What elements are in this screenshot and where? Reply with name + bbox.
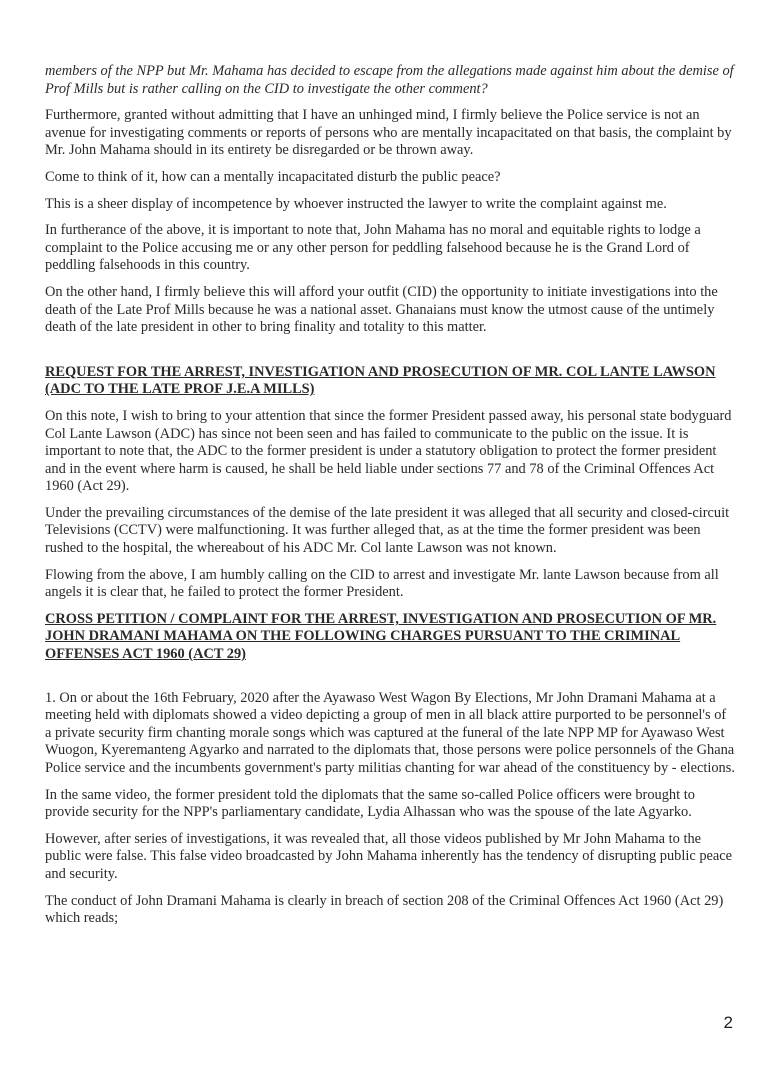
paragraph-false-videos: However, after series of investigations, it was revealed that, all those videos published by Mr John Mahama to the public were false. This false video broadcasted by John Mahama inherently has the tendency of disrupting public peace and security. xyxy=(45,830,733,882)
section-heading-lawson: REQUEST FOR THE ARREST, INVESTIGATION AND PROSECUTION OF MR. COL LANTE LAWSON (ADC TO THE LATE PROF J.E.A MILLS) xyxy=(45,363,716,398)
paragraph-cctv: Under the prevailing circumstances of the demise of the late president it was alleged that all security and closed-circuit Televisions (CCTV) were malfunctioning. It was further alleged that, as at the time the former president was been rushed to the hospital, the whereabout of his ADC Mr. Col lante Lawson was not known. xyxy=(45,504,730,557)
paragraph-section-208: The conduct of John Dramani Mahama is clearly in breach of section 208 of the Criminal Offences Act 1960 (Act 29) which reads; xyxy=(45,892,724,927)
section-heading-mahama: CROSS PETITION / COMPLAINT FOR THE ARREST, INVESTIGATION AND PROSECUTION OF MR. JOHN DRAMANI MAHAMA ON THE FOLLOWING CHARGES PURSUANT TO THE CRIMINAL OFFENSES ACT 1960 (ACT 29) xyxy=(45,610,717,663)
paragraph-continuation: members of the NPP but Mr. Mahama has decided to escape from the allegations made against him about the demise of Prof Mills but is rather calling on the CID to investigate the other comment? xyxy=(45,63,734,97)
paragraph-charge-1: 1. On or about the 16th February, 2020 after the Ayawaso West Wagon By Elections, Mr John Dramani Mahama at a meeting held with diplomats showed a video depicting a group of men in all black attire purported to be personnel's of a private security firm chanting morale songs which was captured at the funeral of the late NPP MP for Ayawaso West Wuogon, Kyeremanteng Agyarko and narrated to the diplomats that, those persons were police personnels of the Ghana Police service and the incumbents government's party militias chanting for war ahead of the constituency by - elections. xyxy=(45,689,735,776)
page-number: 2 xyxy=(723,1013,733,1032)
paragraph-arrest-lawson: Flowing from the above, I am humbly calling on the CID to arrest and investigate Mr. lante Lawson because from all angels it is clear that, he failed to protect the former President. xyxy=(45,566,719,601)
paragraph-same-video: In the same video, the former president told the diplomats that the same so-called Police officers were brought to provide security for the NPP's parliamentary candidate, Lydia Alhassan who was the spouse of the late Agyarko. xyxy=(45,786,695,821)
paragraph-incompetence: This is a sheer display of incompetence by whoever instructed the lawyer to write the complaint against me. xyxy=(45,195,667,212)
paragraph-public-peace: Come to think of it, how can a mentally incapacitated disturb the public peace? xyxy=(45,168,501,185)
paragraph-adc-obligation: On this note, I wish to bring to your attention that since the former President passed away, his personal state bodyguard Col Lante Lawson (ADC) has since not been seen and has failed to communicate to the public on the issue. It is important to note that, the ADC to the former president is under a statutory obligation to protect the former president and in the event where harm is caused, he shall be held liable under sections 77 and 78 of the Criminal Offences Act 1960 (Act 29). xyxy=(45,407,732,495)
paragraph-investigations: On the other hand, I firmly believe this will afford your outfit (CID) the opportunity to initiate investigations into the death of the Late Prof Mills because he was a national asset. Ghanaians must know the utmost cause of the untimely death of the late president in other to bring finality and totality to this matter. xyxy=(45,283,718,336)
paragraph-unhinged-mind: Furthermore, granted without admitting that I have an unhinged mind, I firmly believe the Police service is not an avenue for investigating comments or reports of persons who are mentally incapacitated on that basis, the complaint by Mr. John Mahama should in its entirety be disregarded or be thrown away. xyxy=(45,107,732,159)
document-page xyxy=(45,63,735,937)
paragraph-moral-rights: In furtherance of the above, it is important to note that, John Mahama has no moral and equitable rights to lodge a complaint to the Police accusing me or any other person for peddling falsehood because he is the Grand Lord of peddling falsehoods in this country. xyxy=(45,222,701,274)
